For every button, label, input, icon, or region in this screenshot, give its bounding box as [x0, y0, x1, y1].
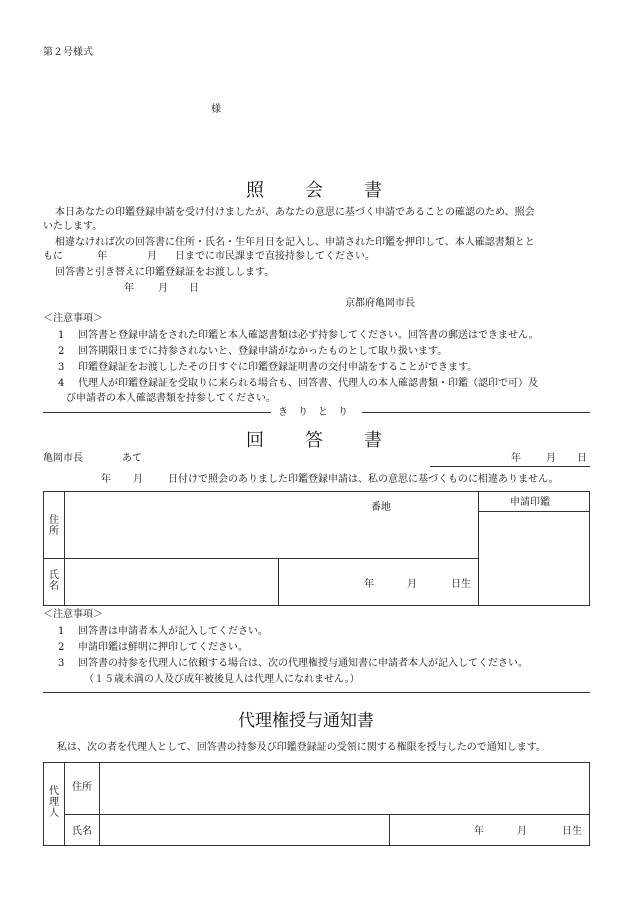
proxy-name-label: 氏名 — [72, 826, 92, 837]
inquiry-note-3-num: 3 — [58, 362, 65, 373]
inquiry-date-day: 日 — [189, 283, 199, 294]
inquiry-issuer: 京都府亀岡市長 — [345, 298, 415, 309]
answer-name-field[interactable] — [65, 560, 277, 605]
inquiry-deadline-month: 月 — [147, 251, 157, 262]
answer-note-2-num: 2 — [58, 642, 65, 653]
inquiry-note-4-line2: び申請者の本人確認書類を持参してください。 — [66, 393, 276, 404]
inquiry-title-char-1: 照 — [246, 180, 264, 201]
inquiry-note-4-line1: 代理人が印鑑登録証を受取りに来られる場合も、回答書、代理人の本人確認書類・印鑑（認印で可）及 — [78, 378, 538, 389]
answer-note-3-sub: （１５歳未満の人及び成年被後見人は代理人になれません。） — [84, 674, 360, 685]
inquiry-title-char-2: 会 — [305, 180, 323, 201]
answer-birth-month: 月 — [407, 579, 417, 590]
answer-title-char-1: 回 — [246, 430, 264, 451]
answer-date-year: 年 — [511, 453, 521, 464]
seal-header-divider — [478, 511, 590, 512]
answer-date-day: 日 — [577, 453, 587, 464]
proxy-birth-day: 日生 — [562, 826, 582, 837]
proxy-address-label: 住所 — [72, 782, 92, 793]
inquiry-para2-rest: 日までに市民課まで直接持参してください。 — [175, 251, 375, 262]
answer-statement: 日付けで照会のありました印鑑登録申請は、私の意思に基づくものに相違ありません。 — [168, 474, 559, 485]
inquiry-para2-line1: 相違なければ次の回答書に住所・氏名・生年月日を記入し、申請された印鑑を押印して、本人確認書類とと — [55, 237, 535, 248]
name-birth-divider — [278, 558, 279, 606]
answer-table-seal-divider — [478, 491, 479, 606]
inquiry-title-char-3: 書 — [364, 180, 382, 201]
answer-statement-month: 月 — [133, 474, 143, 485]
inquiry-para1-line2: いたします。 — [43, 221, 103, 232]
inquiry-deadline-year: 年 — [97, 251, 107, 262]
proxy-title: 代理権授与通知書 — [238, 711, 374, 731]
inquiry-date-year: 年 — [124, 283, 134, 294]
answer-date-underline — [430, 466, 590, 467]
answer-recipient: 亀岡市長 — [43, 453, 83, 464]
proxy-row-divider — [64, 814, 590, 815]
inquiry-para1-line1: 本日あなたの印鑑登録申請を受け付けましたが、あなたの意思に基づく申請であることの確認のため、照会 — [55, 207, 535, 218]
proxy-agent-label: 代理人 — [49, 786, 59, 819]
cut-line-left — [43, 412, 271, 413]
answer-note-3: 回答書の持参を代理人に依頼する場合は、次の代理権授与通知書に申請者本人が記入してください。 — [78, 658, 528, 669]
answer-date-month: 月 — [546, 453, 556, 464]
answer-note-1-num: 1 — [58, 626, 65, 637]
inquiry-note-2-num: 2 — [58, 346, 65, 357]
answer-address-label: 住所 — [49, 515, 59, 537]
proxy-address-field[interactable] — [100, 764, 588, 813]
cut-line-right — [362, 412, 590, 413]
answer-seal-field[interactable] — [480, 513, 588, 604]
answer-seal-label: 申請印鑑 — [510, 497, 550, 508]
proxy-birth-month: 月 — [517, 826, 527, 837]
inquiry-note-1-num: 1 — [58, 330, 65, 341]
proxy-name-field[interactable] — [100, 816, 388, 845]
answer-recipient-suffix: あて — [122, 453, 142, 464]
inquiry-para2-prefix: もに — [43, 251, 63, 262]
answer-table-row-divider — [43, 558, 479, 559]
addressee-suffix: 様 — [211, 104, 221, 115]
answer-address-field[interactable] — [65, 496, 477, 556]
inquiry-date-month: 月 — [158, 283, 168, 294]
form-number: 第２号様式 — [43, 47, 93, 58]
answer-note-1: 回答書は申請者本人が記入してください。 — [78, 626, 268, 637]
inquiry-note-2: 回答期限日までに持参されないと、登録申請がなかったものとして取り扱います。 — [78, 346, 448, 357]
answer-note-3-num: 3 — [58, 658, 65, 669]
proxy-name-birth-divider — [389, 814, 390, 846]
proxy-birth-year: 年 — [474, 826, 484, 837]
answer-statement-year: 年 — [101, 474, 111, 485]
answer-birth-day: 日生 — [451, 579, 471, 590]
inquiry-notes-header: ＜注意事項＞ — [43, 313, 103, 324]
cut-line-label: き り と り — [278, 407, 348, 418]
proxy-separator — [43, 692, 590, 693]
inquiry-note-4-num: 4 — [58, 378, 65, 389]
answer-notes-header: ＜注意事項＞ — [43, 609, 103, 620]
inquiry-note-3: 印鑑登録証をお渡ししたその日すぐに印鑑登録証明書の交付申請をすることができます。 — [78, 362, 478, 373]
answer-name-label: 氏名 — [49, 570, 59, 592]
answer-address-banchi: 番地 — [371, 502, 391, 513]
answer-title-char-3: 書 — [364, 430, 382, 451]
proxy-label-divider — [64, 762, 65, 846]
inquiry-note-1: 回答書と登録申請をされた印鑑と本人確認書類は必ず持参してください。回答書の郵送はできません。 — [78, 330, 539, 341]
answer-title-char-2: 答 — [305, 430, 323, 451]
proxy-statement: 私は、次の者を代理人として、回答書の持参及び印鑑登録証の受領に関する権限を授与したので通知します。 — [57, 742, 546, 753]
answer-birth-year: 年 — [364, 579, 374, 590]
answer-note-2: 申請印鑑は鮮明に押印してください。 — [78, 642, 248, 653]
inquiry-para3: 回答書と引き替えに印鑑登録証をお渡しします。 — [55, 267, 275, 278]
